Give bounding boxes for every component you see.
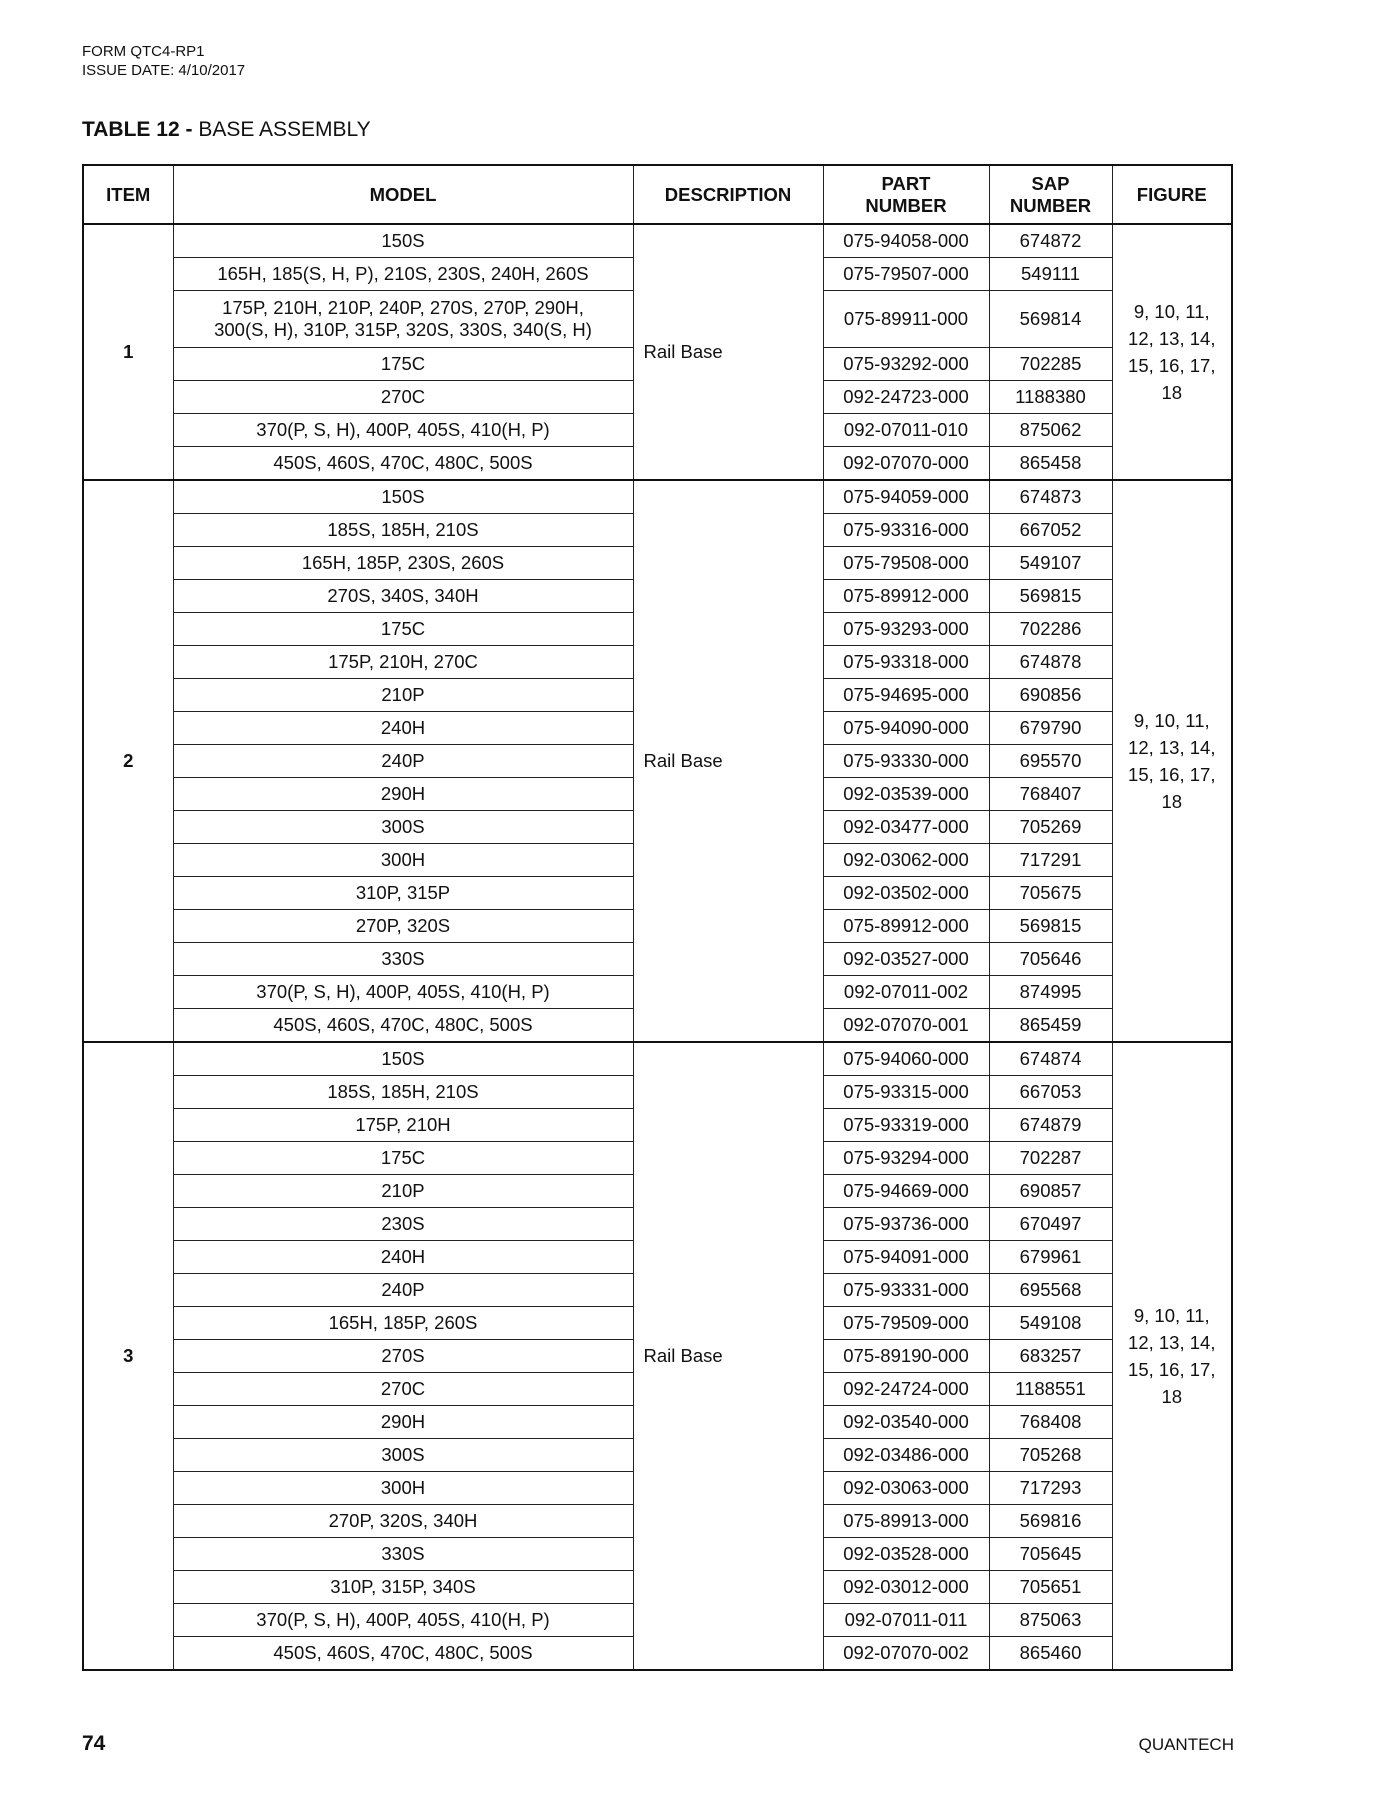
model-line: 175C	[380, 353, 426, 374]
sap-number-cell: 695568	[989, 1274, 1112, 1307]
part-number-cell: 092-03477-000	[823, 811, 989, 844]
part-number-cell: 075-93315-000	[823, 1076, 989, 1109]
sap-number-cell: 569815	[989, 910, 1112, 943]
table-row	[83, 224, 1232, 258]
part-number-cell: 092-24723-000	[823, 381, 989, 414]
model-cell	[173, 348, 633, 381]
model-cell	[173, 613, 633, 646]
sap-number-cell: 705645	[989, 1538, 1112, 1571]
part-number-cell: 075-93294-000	[823, 1142, 989, 1175]
sap-number-cell: 705646	[989, 943, 1112, 976]
model-cell	[173, 1042, 633, 1076]
model-cell	[173, 547, 633, 580]
description-cell: Rail Base	[633, 224, 823, 480]
part-number-cell: 075-94669-000	[823, 1175, 989, 1208]
sap-number-cell: 683257	[989, 1340, 1112, 1373]
table-header-row	[83, 165, 1232, 224]
model-cell	[173, 1505, 633, 1538]
model-cell	[173, 1406, 633, 1439]
sap-number-cell: 875063	[989, 1604, 1112, 1637]
model-cell	[173, 1439, 633, 1472]
model-line: 240P	[381, 1279, 425, 1300]
sap-number-cell: 717293	[989, 1472, 1112, 1505]
model-cell	[173, 679, 633, 712]
sap-number-cell: 549107	[989, 547, 1112, 580]
item-number-cell: 2	[83, 480, 173, 1042]
model-line: 450S, 460S, 470C, 480C, 500S	[273, 1014, 533, 1035]
sap-number-cell: 702286	[989, 613, 1112, 646]
col-header-figure: FIGURE	[1112, 165, 1232, 224]
figure-line: 15, 16, 17,	[1128, 764, 1216, 785]
model-cell	[173, 480, 633, 514]
part-number-cell: 092-07011-002	[823, 976, 989, 1009]
model-cell	[173, 976, 633, 1009]
col-header-part-number	[823, 165, 989, 224]
model-line: 310P, 315P	[355, 882, 451, 903]
model-line: 270C	[380, 386, 426, 407]
part-number-cell: 092-03063-000	[823, 1472, 989, 1505]
sap-number-cell: 705651	[989, 1571, 1112, 1604]
sap-number-cell: 705675	[989, 877, 1112, 910]
sap-number-cell: 705269	[989, 811, 1112, 844]
part-number-cell: 075-93292-000	[823, 348, 989, 381]
sap-number-cell: 667052	[989, 514, 1112, 547]
page-number: 74	[82, 1732, 106, 1755]
model-cell	[173, 514, 633, 547]
sap-number-cell: 695570	[989, 745, 1112, 778]
sap-number-cell: 690857	[989, 1175, 1112, 1208]
model-cell	[173, 224, 633, 258]
model-line: 175C	[380, 1147, 426, 1168]
figure-line: 9, 10, 11,	[1133, 301, 1210, 322]
figure-cell	[1112, 224, 1232, 480]
description-cell: Rail Base	[633, 1042, 823, 1670]
figure-line: 12, 13, 14,	[1128, 1332, 1216, 1353]
part-number-cell: 075-89912-000	[823, 910, 989, 943]
model-line: 175P, 210H, 270C	[328, 651, 478, 672]
part-number-cell: 075-94058-000	[823, 224, 989, 258]
figure-line: 15, 16, 17,	[1128, 355, 1216, 376]
part-number-cell: 092-07070-002	[823, 1637, 989, 1671]
figure-cell	[1112, 480, 1232, 1042]
model-cell	[173, 646, 633, 679]
sap-number-cell: 549108	[989, 1307, 1112, 1340]
part-number-cell: 075-89911-000	[823, 291, 989, 348]
model-cell	[173, 381, 633, 414]
sap-number-cell: 865459	[989, 1009, 1112, 1043]
model-line: 310P, 315P, 340S	[330, 1576, 476, 1597]
model-line: 185S, 185H, 210S	[327, 519, 479, 540]
col-header-sap-line2: NUMBER	[1009, 194, 1092, 216]
figure-line: 18	[1161, 1386, 1183, 1407]
model-line: 230S	[381, 1213, 425, 1234]
model-line: 370(P, S, H), 400P, 405S, 410(H, P)	[256, 419, 550, 440]
sap-number-cell: 569815	[989, 580, 1112, 613]
model-line: 150S	[381, 1048, 425, 1069]
model-line: 270C	[380, 1378, 426, 1399]
sap-number-cell: 674872	[989, 224, 1112, 258]
table-title-number: TABLE 12 -	[82, 118, 193, 141]
part-number-cell: 092-03062-000	[823, 844, 989, 877]
model-cell	[173, 580, 633, 613]
model-line: 270P, 320S, 340H	[328, 1510, 478, 1531]
model-cell	[173, 414, 633, 447]
sap-number-cell: 569814	[989, 291, 1112, 348]
model-cell	[173, 1076, 633, 1109]
part-number-cell: 075-94059-000	[823, 480, 989, 514]
col-header-part-line2: NUMBER	[865, 194, 947, 216]
sap-number-cell: 702287	[989, 1142, 1112, 1175]
sap-number-cell: 667053	[989, 1076, 1112, 1109]
model-line: 210P	[381, 1180, 425, 1201]
sap-number-cell: 679961	[989, 1241, 1112, 1274]
model-cell	[173, 745, 633, 778]
model-cell	[173, 1109, 633, 1142]
sap-number-cell: 874995	[989, 976, 1112, 1009]
model-line: 300H	[380, 849, 426, 870]
model-line: 240H	[380, 717, 426, 738]
part-number-cell: 075-89190-000	[823, 1340, 989, 1373]
model-line: 300H	[380, 1477, 426, 1498]
part-number-cell: 075-79509-000	[823, 1307, 989, 1340]
sap-number-cell: 768408	[989, 1406, 1112, 1439]
figure-line: 9, 10, 11,	[1133, 710, 1210, 731]
part-number-cell: 092-24724-000	[823, 1373, 989, 1406]
part-number-cell: 075-94695-000	[823, 679, 989, 712]
sap-number-cell: 674879	[989, 1109, 1112, 1142]
form-number: FORM QTC4-RP1	[82, 43, 205, 60]
sap-number-cell: 768407	[989, 778, 1112, 811]
part-number-cell: 092-03540-000	[823, 1406, 989, 1439]
model-cell	[173, 1373, 633, 1406]
model-cell	[173, 1571, 633, 1604]
model-line: 370(P, S, H), 400P, 405S, 410(H, P)	[256, 981, 550, 1002]
table-row	[83, 1042, 1232, 1076]
brand-name: QUANTECH	[1138, 1735, 1234, 1754]
part-number-cell: 092-03539-000	[823, 778, 989, 811]
model-cell	[173, 258, 633, 291]
part-number-cell: 075-93318-000	[823, 646, 989, 679]
col-header-model: MODEL	[173, 165, 633, 224]
sap-number-cell: 670497	[989, 1208, 1112, 1241]
model-line: 330S	[381, 1543, 425, 1564]
table-body	[83, 224, 1232, 1670]
part-number-cell: 092-03528-000	[823, 1538, 989, 1571]
model-line: 300S	[381, 816, 425, 837]
part-number-cell: 075-89912-000	[823, 580, 989, 613]
base-assembly-table	[82, 164, 1233, 1671]
model-line: 270S	[381, 1345, 425, 1366]
model-line: 300S	[381, 1444, 425, 1465]
model-line: 185S, 185H, 210S	[327, 1081, 479, 1102]
part-number-cell: 075-79508-000	[823, 547, 989, 580]
model-cell	[173, 1208, 633, 1241]
col-header-part-line1: PART	[881, 172, 931, 194]
part-number-cell: 075-94091-000	[823, 1241, 989, 1274]
part-number-cell: 092-03527-000	[823, 943, 989, 976]
model-cell	[173, 778, 633, 811]
figure-line: 12, 13, 14,	[1128, 737, 1216, 758]
figure-line: 15, 16, 17,	[1128, 1359, 1216, 1380]
sap-number-cell: 705268	[989, 1439, 1112, 1472]
model-line: 150S	[381, 230, 425, 251]
part-number-cell: 075-93736-000	[823, 1208, 989, 1241]
model-cell	[173, 1340, 633, 1373]
model-cell	[173, 811, 633, 844]
model-cell	[173, 1538, 633, 1571]
model-cell	[173, 1604, 633, 1637]
model-line: 290H	[380, 783, 426, 804]
figure-line: 18	[1161, 791, 1183, 812]
part-number-cell: 075-94090-000	[823, 712, 989, 745]
model-cell	[173, 1009, 633, 1043]
figure-cell	[1112, 1042, 1232, 1670]
part-number-cell: 092-07011-010	[823, 414, 989, 447]
model-line: 165H, 185P, 230S, 260S	[301, 552, 505, 573]
part-number-cell: 075-89913-000	[823, 1505, 989, 1538]
model-cell	[173, 1274, 633, 1307]
model-cell	[173, 877, 633, 910]
model-line: 330S	[381, 948, 425, 969]
model-cell	[173, 291, 633, 348]
model-line: 210P	[381, 684, 425, 705]
part-number-cell: 092-03012-000	[823, 1571, 989, 1604]
table-title-text: BASE ASSEMBLY	[198, 118, 371, 141]
sap-number-cell: 679790	[989, 712, 1112, 745]
model-line: 175P, 210H, 210P, 240P, 270S, 270P, 290H,	[222, 297, 584, 318]
model-line: 175C	[380, 618, 426, 639]
part-number-cell: 092-07070-000	[823, 447, 989, 481]
sap-number-cell: 674873	[989, 480, 1112, 514]
figure-line: 12, 13, 14,	[1128, 328, 1216, 349]
sap-number-cell: 702285	[989, 348, 1112, 381]
part-number-cell: 075-93331-000	[823, 1274, 989, 1307]
model-line: 300(S, H), 310P, 315P, 320S, 330S, 340(S, H)	[214, 319, 592, 340]
model-cell	[173, 910, 633, 943]
sap-number-cell: 717291	[989, 844, 1112, 877]
sap-number-cell: 865458	[989, 447, 1112, 481]
col-header-item: ITEM	[83, 165, 173, 224]
table-title	[82, 118, 371, 142]
sap-number-cell: 569816	[989, 1505, 1112, 1538]
figure-line: 18	[1161, 382, 1183, 403]
model-line: 240P	[381, 750, 425, 771]
sap-number-cell: 1188551	[989, 1373, 1112, 1406]
col-header-sap-line1: SAP	[1031, 172, 1070, 194]
part-number-cell: 075-93319-000	[823, 1109, 989, 1142]
part-number-cell: 092-03486-000	[823, 1439, 989, 1472]
sap-number-cell: 674874	[989, 1042, 1112, 1076]
model-cell	[173, 712, 633, 745]
model-line: 370(P, S, H), 400P, 405S, 410(H, P)	[256, 1609, 550, 1630]
part-number-cell: 075-94060-000	[823, 1042, 989, 1076]
model-line: 270S, 340S, 340H	[327, 585, 479, 606]
col-header-description: DESCRIPTION	[633, 165, 823, 224]
form-header	[82, 42, 245, 80]
sap-number-cell: 865460	[989, 1637, 1112, 1671]
model-cell	[173, 1175, 633, 1208]
part-number-cell: 092-07070-001	[823, 1009, 989, 1043]
model-cell	[173, 447, 633, 481]
model-cell	[173, 1142, 633, 1175]
model-line: 150S	[381, 486, 425, 507]
model-line: 450S, 460S, 470C, 480C, 500S	[273, 452, 533, 473]
model-cell	[173, 943, 633, 976]
part-number-cell: 075-93293-000	[823, 613, 989, 646]
model-line: 165H, 185(S, H, P), 210S, 230S, 240H, 260S	[217, 263, 589, 284]
model-cell	[173, 1472, 633, 1505]
col-header-sap-number	[989, 165, 1112, 224]
item-number-cell: 1	[83, 224, 173, 480]
description-cell: Rail Base	[633, 480, 823, 1042]
sap-number-cell: 875062	[989, 414, 1112, 447]
part-number-cell: 092-07011-011	[823, 1604, 989, 1637]
model-line: 175P, 210H	[355, 1114, 451, 1135]
model-line: 240H	[380, 1246, 426, 1267]
sap-number-cell: 690856	[989, 679, 1112, 712]
part-number-cell: 075-93316-000	[823, 514, 989, 547]
sap-number-cell: 1188380	[989, 381, 1112, 414]
model-cell	[173, 1307, 633, 1340]
model-line: 450S, 460S, 470C, 480C, 500S	[273, 1642, 533, 1663]
model-line: 290H	[380, 1411, 426, 1432]
model-line: 165H, 185P, 260S	[328, 1312, 478, 1333]
sap-number-cell: 674878	[989, 646, 1112, 679]
figure-line: 9, 10, 11,	[1133, 1305, 1210, 1326]
issue-date: ISSUE DATE: 4/10/2017	[82, 62, 246, 79]
part-number-cell: 092-03502-000	[823, 877, 989, 910]
model-cell	[173, 1241, 633, 1274]
model-line: 270P, 320S	[355, 915, 451, 936]
table-row	[83, 480, 1232, 514]
part-number-cell: 075-93330-000	[823, 745, 989, 778]
sap-number-cell: 549111	[989, 258, 1112, 291]
model-cell	[173, 844, 633, 877]
part-number-cell: 075-79507-000	[823, 258, 989, 291]
item-number-cell: 3	[83, 1042, 173, 1670]
model-cell	[173, 1637, 633, 1671]
